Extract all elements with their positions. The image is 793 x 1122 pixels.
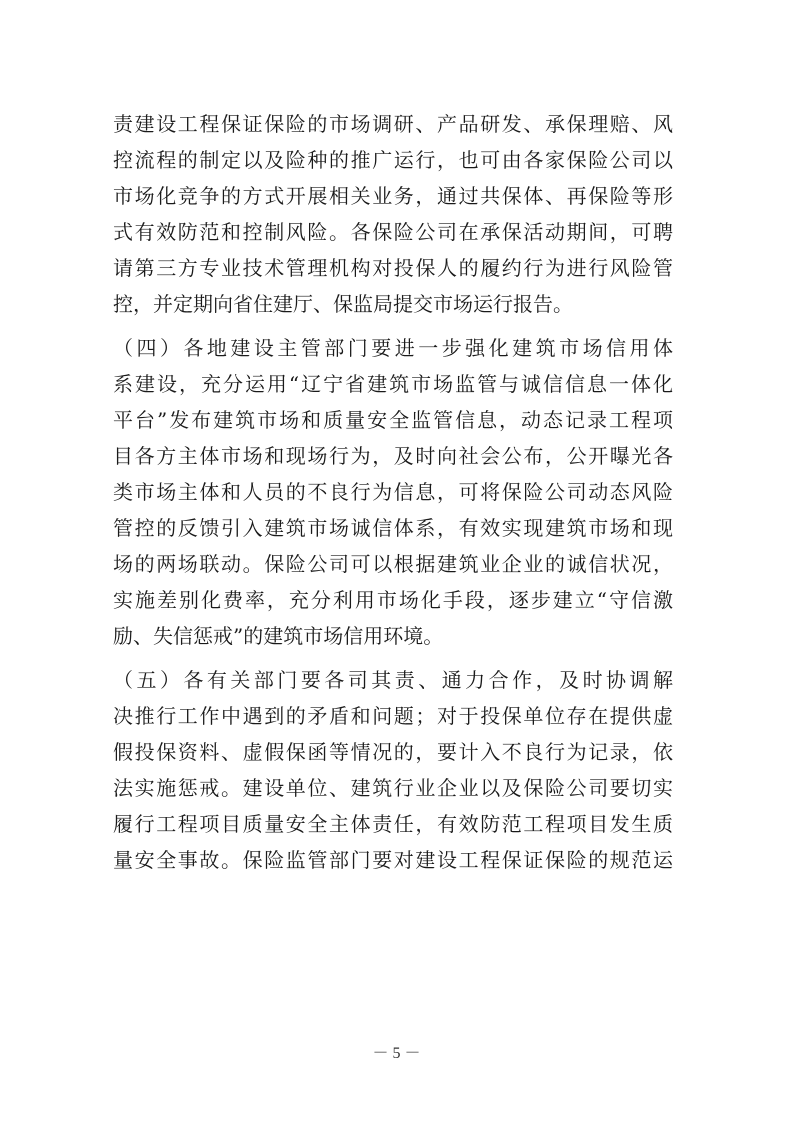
paragraph-4-line: （四）各地建设主管部门要进一步强化建筑市场信用体 <box>113 336 673 360</box>
text-line: 决推行工作中遇到的矛盾和问题；对于投保单位存在提供虚 <box>113 704 673 728</box>
text-line: 量安全事故。保险监管部门要对建设工程保证保险的规范运 <box>113 848 673 872</box>
text-line: 管控的反馈引入建筑市场诚信体系，有效实现建筑市场和现 <box>113 516 673 540</box>
text-line: 系建设，充分运用“辽宁省建筑市场监管与诚信信息一体化 <box>113 372 673 396</box>
text-line: 目各方主体市场和现场行为，及时向社会公布，公开曝光各 <box>113 444 673 468</box>
text-line: 假投保资料、虚假保函等情况的，要计入不良行为记录，依 <box>113 740 673 764</box>
text-line: 控流程的制定以及险种的推广运行，也可由各家保险公司以 <box>113 148 673 172</box>
text-line: 励、失信惩戒”的建筑市场信用环境。 <box>113 624 444 648</box>
paragraph-5-line: （五）各有关部门要各司其责、通力合作，及时协调解 <box>113 668 673 692</box>
text-line: 式有效防范和控制风险。各保险公司在承保活动期间，可聘 <box>113 220 673 244</box>
text-line: 类市场主体和人员的不良行为信息，可将保险公司动态风险 <box>113 480 673 504</box>
text-line: 实施差别化费率，充分利用市场化手段，逐步建立“守信激 <box>113 588 673 612</box>
document-body <box>113 106 673 878</box>
text-line: 履行工程项目质量安全主体责任，有效防范工程项目发生质 <box>113 812 673 836</box>
text-line: 控，并定期向省住建厅、保监局提交市场运行报告。 <box>113 292 573 316</box>
text-line: 责建设工程保证保险的市场调研、产品研发、承保理赔、风 <box>113 112 673 136</box>
text-line: 市场化竞争的方式开展相关业务，通过共保体、再保险等形 <box>113 184 673 208</box>
text-line: 平台”发布建筑市场和质量安全监管信息，动态记录工程项 <box>113 408 673 432</box>
text-line: 请第三方专业技术管理机构对投保人的履约行为进行风险管 <box>113 256 673 280</box>
text-line: 场的两场联动。保险公司可以根据建筑业企业的诚信状况， <box>113 552 673 576</box>
text-line: 法实施惩戒。建设单位、建筑行业企业以及保险公司要切实 <box>113 776 673 800</box>
page-number: － 5 － <box>372 1045 421 1062</box>
